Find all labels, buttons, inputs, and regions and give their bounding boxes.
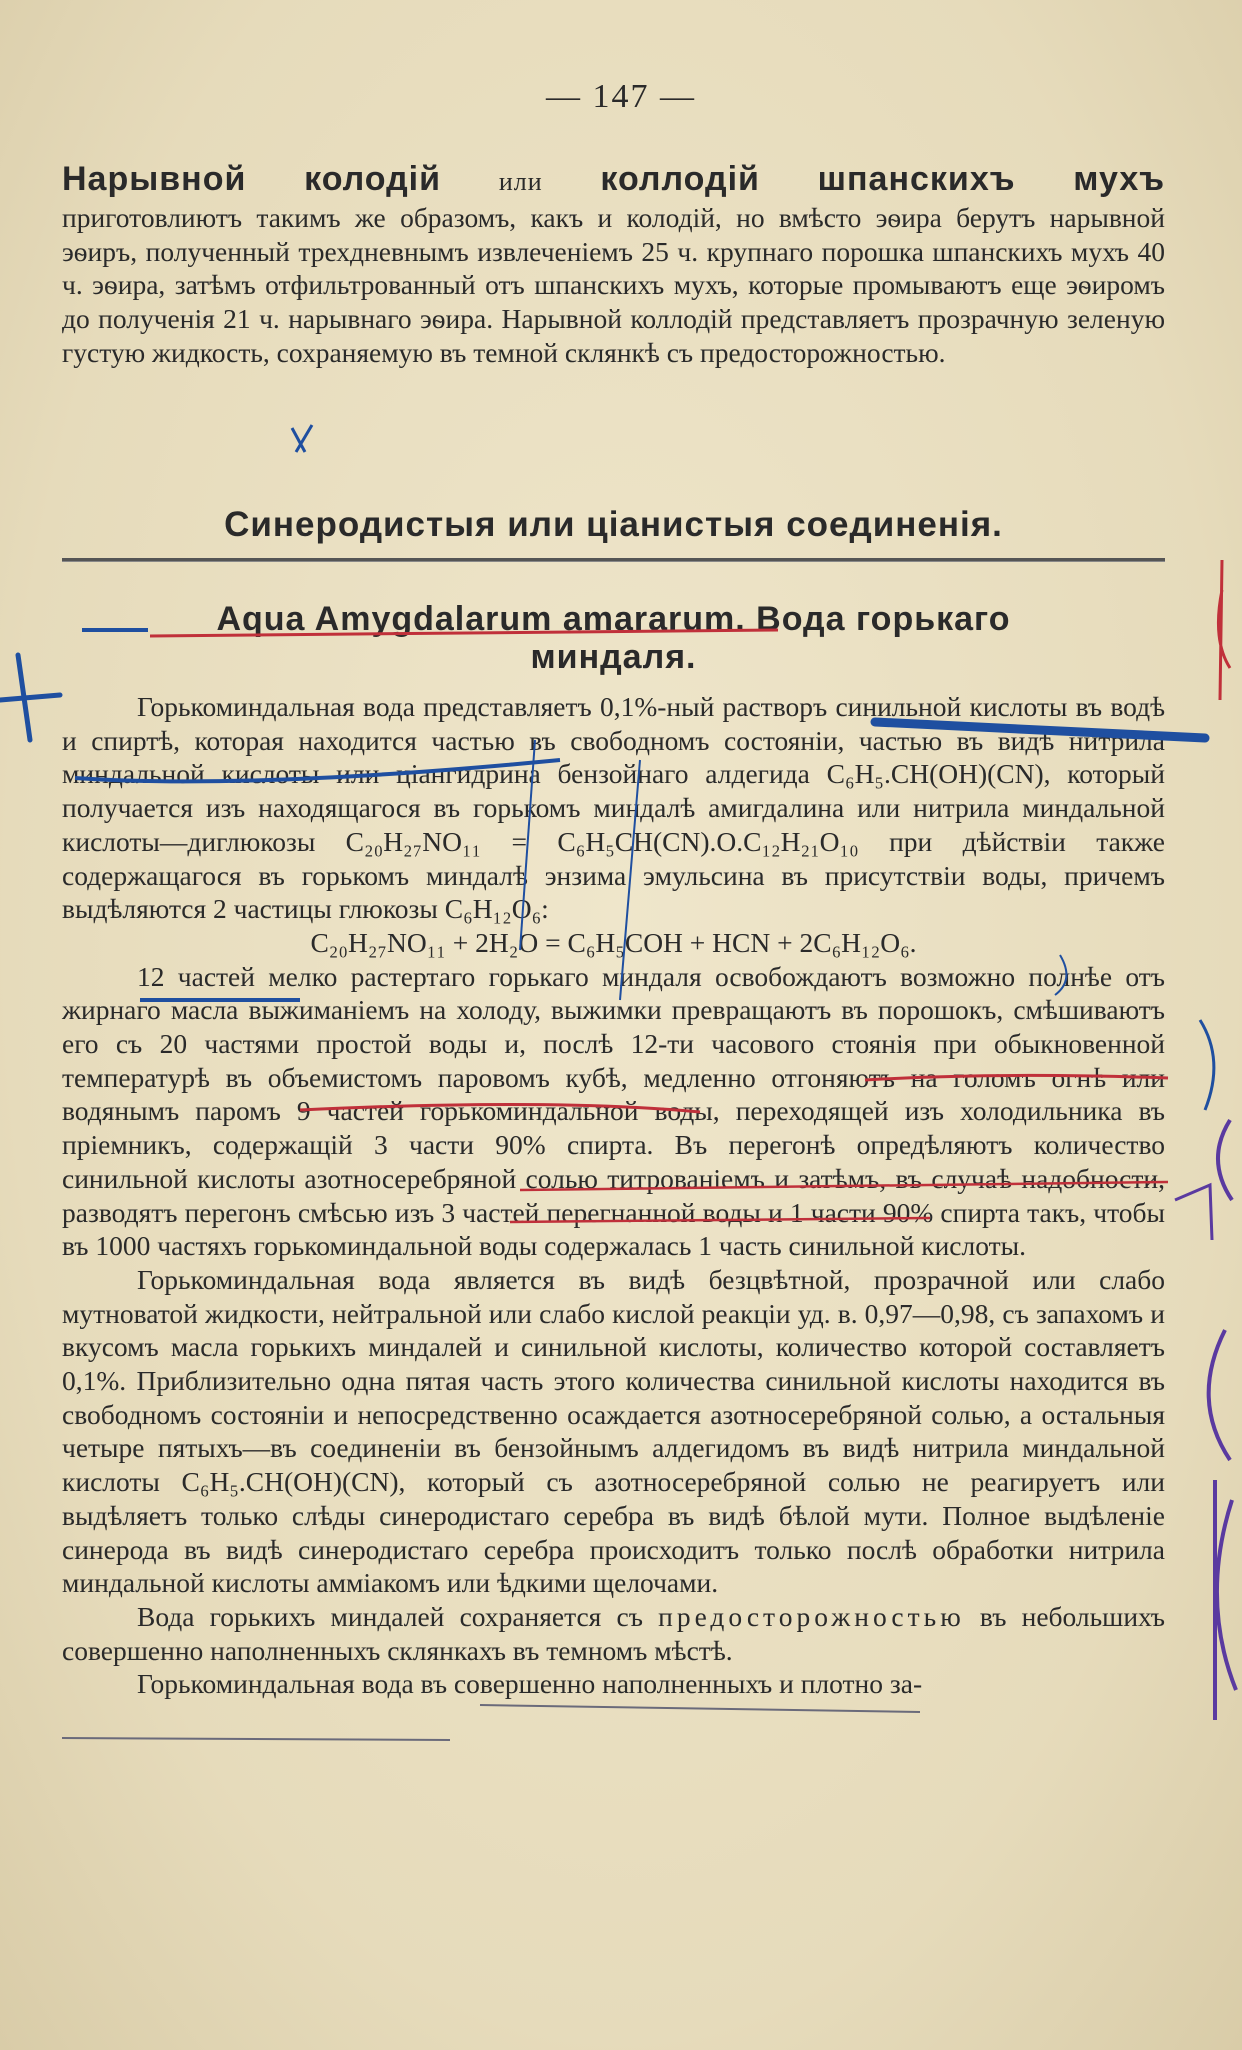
entry-heading-connector: или	[498, 167, 543, 196]
blue-cross-mark	[0, 655, 60, 740]
red-margin-mark	[1218, 560, 1230, 700]
paragraph-2: 12 частей мелко растертаго горькаго миндаля освобождаютъ возможно полнѣе отъ жирнаго масла выжиманіемъ на холоду, выжимки превращаютъ въ порошокъ, смѣшиваютъ его съ 20 частями простой воды и, послѣ 12-ти часового стоянія при обыкновенной температурѣ въ объемистомъ паровомъ кубѣ, медленно отгоняютъ на голомъ огнѣ или водянымъ паромъ 9 частей горькоминдальной воды, переходящей изъ холодильника въ пріемникъ, содержащій 3 части 90% спирта. Въ перегонѣ опредѣляютъ количество синильной кислоты азотносеребряной солью титрованіемъ и затѣмъ, въ случаѣ надобности, разводятъ перегонъ смѣсью изъ 3 частей перегнанной воды и 1 части 90% спирта такъ, чтобы въ 1000 частяхъ горькоминдальной воды содержалась 1 часть синильной кислоты.	[62, 960, 1165, 1262]
purple-bracket	[1175, 1185, 1212, 1240]
grey-underline-2	[62, 1738, 450, 1740]
entry-title-latin: Aqua Amygdalarum amararum.	[216, 600, 746, 638]
page-number: — 147 —	[546, 78, 696, 115]
paragraph-3: Горькоминдальная вода является въ видѣ безцвѣтной, прозрачной или слабо мутноватой жидкости, нейтральной или слабо кислой реакціи уд. в. 0,97—0,98, съ запахомъ и вкусомъ масла горькихъ миндалей и синильной кислоты, количество которой составляетъ 0,1%. Приблизительно одна пятая часть этого количества синильной кислоты находится въ свободномъ состояніи и непосредственно осаждается азотносеребряной солью, а остальныя четыре пятыхъ—въ соединеніи въ бензойнымъ алдегидомъ въ видѣ нитрила миндальной кислоты C₆H₅.CH(OH)(CN), который съ азотносеребряной солью не реагируетъ или выдѣляетъ только слѣды синеродистаго серебра въ видѣ бѣлой мути. Полное выдѣленіе синерода въ видѣ синеродистаго серебра происходитъ только послѣ обработки нитрила миндальной кислоты амміакомъ или ѣдкими щелочами.	[62, 1263, 1165, 1599]
paragraph-5: Горькоминдальная вода въ совершенно наполненныхъ и плотно за-	[137, 1668, 923, 1700]
entry-text: приготовлиютъ такимъ же образомъ, какъ и колодій, но вмѣсто эѳира берутъ нарывной эѳиръ, полученный трехдневнымъ извлеченіемъ 25 ч. крупнаго порошка шпанскихъ мухъ 40 ч. эѳира, затѣмъ отфильтрованный отъ шпанскихъ мухъ, которые промываютъ еще эѳиромъ до полученія 21 ч. нарывнаго эѳира. Нарывной коллодій представляетъ прозрачную зеленую густую жидкость, сохраняемую въ темной склянкѣ съ предосторожностью.	[62, 202, 1165, 368]
paragraph-4-b: въ небольшихъ совершенно наполненныхъ склянкахъ въ темномъ мѣстѣ.	[62, 1600, 1165, 1666]
reaction-formula: C₂₀H₂₇NO₁₁ + 2H₂O = C₆H₅COH + HCN + 2C₆H₁₂O₆.	[310, 926, 917, 958]
entry-narivnoi-kollodii	[62, 160, 1165, 370]
entry-body	[62, 690, 1165, 1701]
entry-title-russian-2: миндаля.	[530, 638, 697, 676]
grey-underline-1	[480, 1705, 920, 1712]
paragraph-4-a: Вода горькихъ миндалей сохраняется съ	[137, 1600, 659, 1632]
entry-title-russian-1: Вода горькаго	[756, 600, 1011, 638]
entry-heading-term2: коллодій шпанскихъ мухъ	[600, 160, 1166, 198]
entry-heading-term1: Нарывной колодій	[62, 160, 442, 198]
purple-margin-scribble	[1209, 1120, 1236, 1720]
blue-check-mark	[292, 425, 312, 452]
paragraph-4	[62, 1600, 1165, 1667]
entry-title	[62, 600, 1165, 676]
entry-heading	[62, 160, 1165, 201]
paragraph-4-spaced: предосторожностью	[658, 1600, 965, 1632]
paragraph-1: Горькоминдальная вода представляетъ 0,1%-ный растворъ синильной кислоты въ водѣ и спиртѣ, которая находится частью въ свободномъ состояніи, частью въ видѣ нитрила миндальной кислоты или ціангидрина бензойнаго алдегида C₆H₅.CH(OH)(CN), который получается изъ находящагося въ горькомъ миндалѣ амигдалина или нитрила миндальной кислоты—диглюкозы C₂₀H₂₇NO₁₁ = C₆H₅CH(CN).O.C₁₂H₂₁O₁₀ при дѣйствіи также содержащагося въ горькомъ миндалѣ энзима эмульсина въ присутствіи воды, причемъ выдѣляются 2 частицы глюкозы C₆H₁₂O₆:	[62, 691, 1165, 925]
section-divider	[62, 558, 1165, 562]
blue-margin-mark	[1200, 1020, 1214, 1110]
section-heading: Синеродистыя или ціанистыя соединенія.	[224, 505, 1003, 544]
